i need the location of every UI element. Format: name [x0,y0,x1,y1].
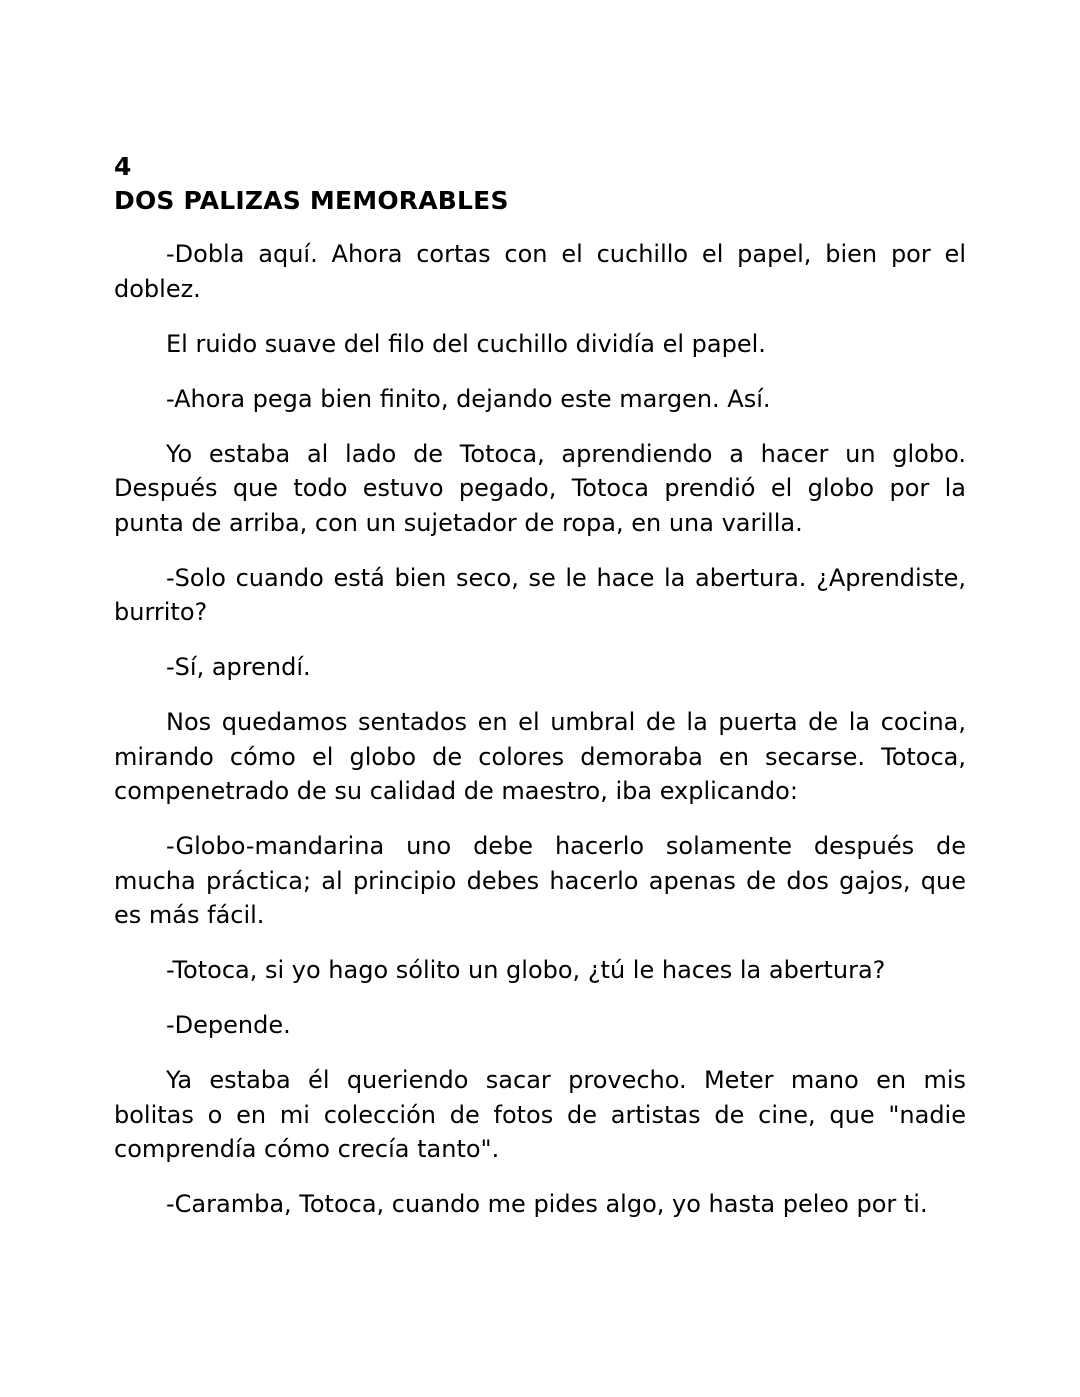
paragraph: -Solo cuando está bien seco, se le hace la abertura. ¿Aprendiste, burrito? [114,563,966,626]
paragraph: Yo estaba al lado de Totoca, aprendiendo a hacer un globo. Después que todo estuvo pegado, Totoca prendió el globo por la punta de arriba, con un sujetador de ropa, en una varilla. [114,439,966,537]
paragraph: -Dobla aquí. Ahora cortas con el cuchillo el papel, bien por el doblez. [114,240,966,303]
paragraph: -Caramba, Totoca, cuando me pides algo, yo hasta peleo por ti. [166,1190,928,1218]
paragraph: -Totoca, si yo hago sólito un globo, ¿tú le haces la abertura? [166,956,886,984]
book-page [114,150,966,1242]
chapter-title: DOS PALIZAS MEMORABLES [114,186,509,215]
chapter-number: 4 [114,152,132,181]
paragraph: Nos quedamos sentados en el umbral de la puerta de la cocina, mirando cómo el globo de colores demoraba en secarse. Totoca, compenetrado de su calidad de maestro, iba explicando: [114,708,966,805]
paragraph: -Globo-mandarina uno debe hacerlo solamente después de mucha práctica; al principio debes hacerlo apenas de dos gajos, que es más fácil. [114,832,966,929]
paragraph: El ruido suave del filo del cuchillo dividía el papel. [166,329,766,358]
paragraph: -Ahora pega bien finito, dejando este margen. Así. [166,384,771,413]
paragraph: -Depende. [166,1011,291,1039]
paragraph: -Sí, aprendí. [166,653,311,681]
paragraph: Ya estaba él queriendo sacar provecho. Meter mano en mis bolitas o en mi colección de fotos de artistas de cine, que "nadie comprendía cómo crecía tanto". [114,1066,966,1163]
